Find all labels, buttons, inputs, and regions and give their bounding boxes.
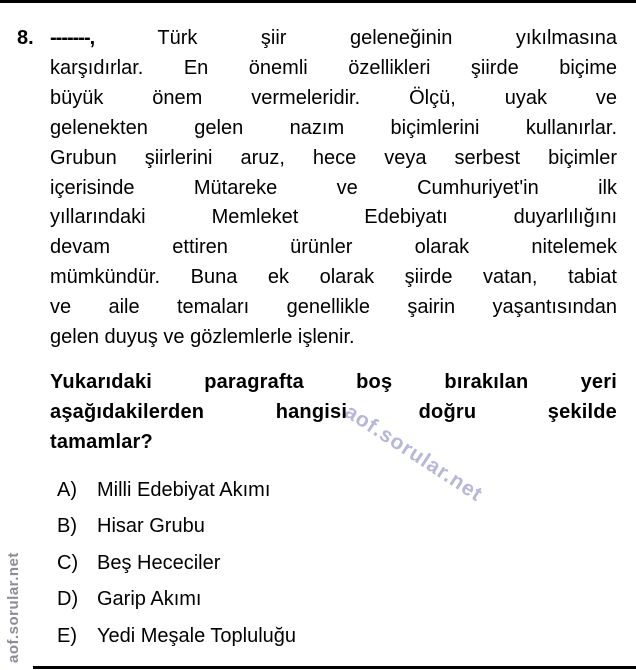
paragraph-line: mümkündür. Buna ek olarak şiirde vatan, tabiat <box>50 266 617 289</box>
option-row-a[interactable] <box>57 472 617 509</box>
option-letter: E) <box>57 625 77 648</box>
question-stem <box>50 368 617 458</box>
question-number: 8. <box>17 27 34 49</box>
blank-dashes: -------, <box>50 27 95 49</box>
option-row-e[interactable] <box>57 618 617 655</box>
option-letter: B) <box>57 515 77 538</box>
paragraph-line: karşıdırlar. En önemli özellikleri şiirde biçime <box>50 56 617 79</box>
option-letter: D) <box>57 588 79 611</box>
stem-line: Yukarıdaki paragrafta boş bırakılan yeri <box>50 370 617 393</box>
question-block <box>17 24 617 655</box>
page-border-bottom <box>33 666 636 669</box>
paragraph-line: devam ettiren ürünler olarak nitelemek <box>50 236 617 259</box>
paragraph-line: Grubun şiirlerini aruz, hece veya serbest biçimler <box>50 146 617 169</box>
watermark-vertical: aof.sorular.net <box>5 552 22 663</box>
paragraph-line: gelenekten gelen nazım biçimlerini kullanırlar. <box>50 116 617 139</box>
option-letter: C) <box>57 551 79 574</box>
paragraph-line: ve aile temaları genellikle şairin yaşantısından <box>50 296 617 319</box>
options-list <box>57 472 617 655</box>
option-text: Hisar Grubu <box>97 515 205 538</box>
paragraph-line: içerisinde Mütareke ve Cumhuriyet'in ilk <box>50 176 617 199</box>
paragraph-line <box>50 24 617 54</box>
paragraph-line: yıllarındaki Memleket Edebiyatı duyarlılığını <box>50 206 617 229</box>
paragraph-line: gelen duyuş ve gözlemlerle işlenir. <box>50 326 355 349</box>
question-paragraph <box>50 24 617 353</box>
option-row-b[interactable] <box>57 508 617 545</box>
option-text: Beş Hececiler <box>97 551 221 574</box>
option-row-d[interactable] <box>57 581 617 618</box>
question-body <box>50 24 617 655</box>
paragraph-line-text: Türk şiir geleneğinin yıkılmasına <box>157 27 617 49</box>
stem-line: tamamlar? <box>50 430 153 453</box>
watermark-diagonal: aof.sorular.net <box>340 400 487 507</box>
option-text: Garip Akımı <box>97 588 202 611</box>
page-border-top <box>0 0 636 3</box>
option-letter: A) <box>57 478 77 501</box>
option-text: Milli Edebiyat Akımı <box>97 478 271 501</box>
stem-line: aşağıdakilerden hangisi doğru şekilde <box>50 400 617 423</box>
option-row-c[interactable] <box>57 545 617 582</box>
paragraph-line: büyük önem vermeleridir. Ölçü, uyak ve <box>50 86 617 109</box>
option-text: Yedi Meşale Topluluğu <box>97 625 297 648</box>
